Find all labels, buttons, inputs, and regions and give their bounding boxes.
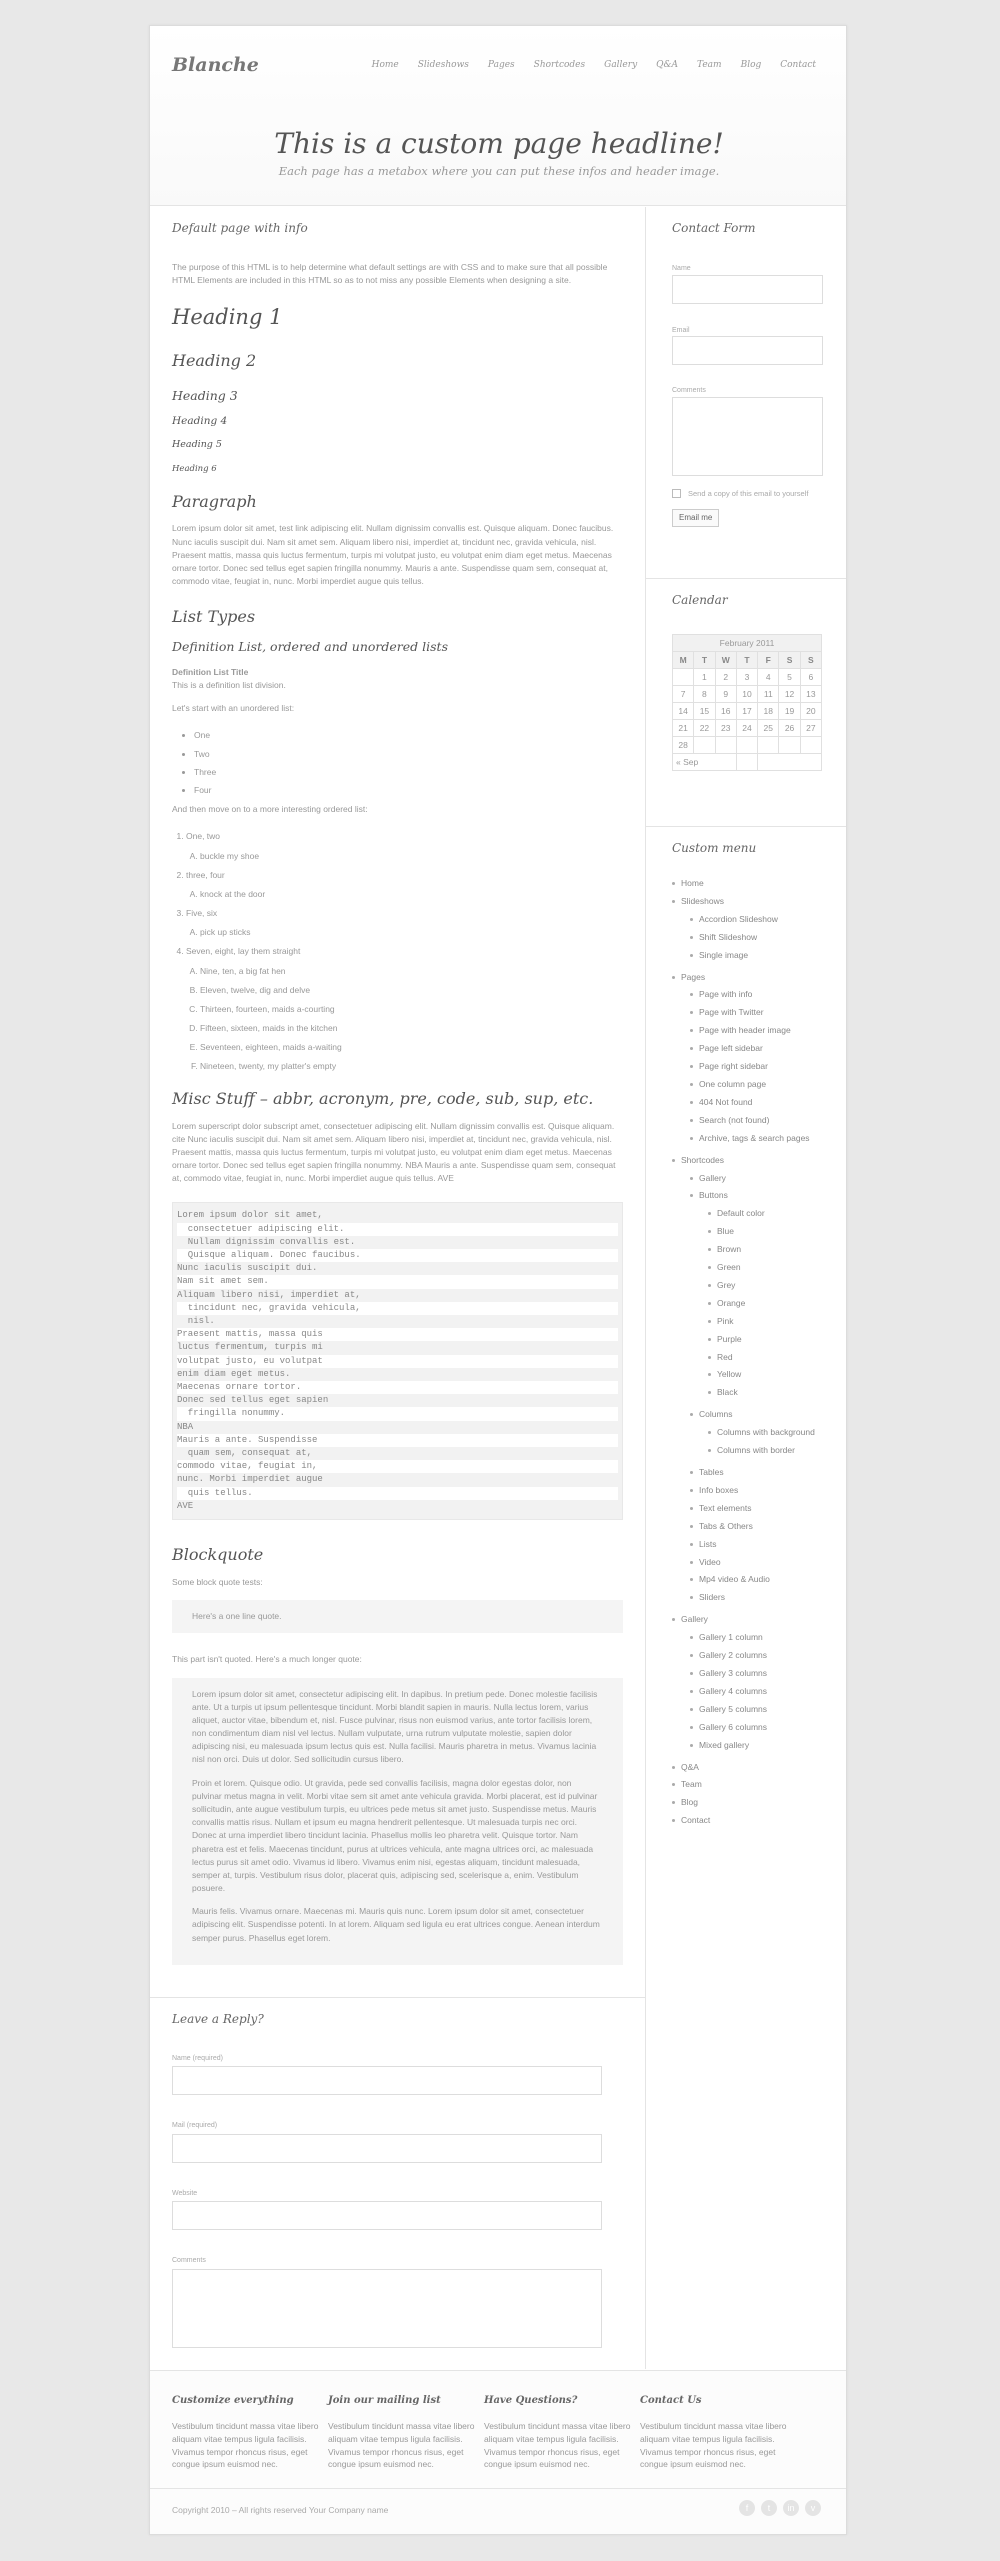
ordered-item	[186, 945, 623, 1073]
menu-item-label[interactable]: Pink	[717, 1315, 734, 1326]
mail-input[interactable]	[172, 2134, 602, 2163]
calendar-day[interactable]: 17	[736, 703, 757, 720]
website-input[interactable]	[172, 2201, 602, 2230]
pre-line: quis tellus.	[177, 1487, 618, 1500]
list-item: • Three	[194, 766, 623, 779]
calendar-day[interactable]: 16	[715, 703, 736, 720]
menu-item[interactable]	[672, 1794, 822, 1812]
list-types-title: List Types	[172, 607, 256, 627]
contact-email-label: Email	[672, 326, 690, 334]
calendar-day[interactable]: 15	[694, 703, 715, 720]
menu-item[interactable]	[690, 1022, 822, 1040]
name-label: Name (required)	[172, 2054, 223, 2062]
calendar-day[interactable]: 14	[673, 703, 694, 720]
copyright: Copyright 2010 – All rights reserved Your Company name	[172, 2505, 389, 2515]
menu-item[interactable]	[708, 1384, 822, 1402]
pre-line: enim diam eget metus.	[177, 1368, 291, 1379]
calendar-day[interactable]: 6	[800, 669, 821, 686]
bq-intro: Some block quote tests:	[172, 1577, 263, 1588]
menu-item[interactable]	[690, 1518, 822, 1536]
calendar-day-header: T	[736, 652, 757, 669]
ordered-subitem: E. Seventeen, eighteen, maids a-waiting	[200, 1041, 623, 1054]
blockquote-paragraph: Lorem ipsum dolor sit amet, consectetur adipiscing elit. In dapibus. In pretium pede. Donec molestie facilisis ante. Ut a turpis ut ipsum pellentesque tincidunt. Morbi blandit sapien in mauris. Nulla lectus lorem, varius aliquet, auctor vitae, bibendum et, nisl. Fusce pulvinar, risus non euismod varius, ante tortor facilisis lorem, non condimentum diam nisl vel lectus. Nullam vulputate, urna rutrum vulputate molestie, sapien dolor adipiscing nisi, eu malesuada ipsum lectus quis est. Nulla facilisi. Mauris pharetra in metus. Vivamus lacinia nisl non orci. Duis ut dolor. Sed sollicitudin cursus libero.	[192, 1688, 598, 1765]
pre-line: volutpat justo, eu volutpat	[177, 1355, 618, 1368]
menu-item-label[interactable]: Accordion Slideshow	[699, 913, 778, 924]
heading-3: Heading 3	[172, 387, 238, 403]
menu-item-label[interactable]: Gallery 4 columns	[699, 1685, 768, 1696]
menu-item[interactable]	[672, 893, 822, 965]
menu-item-label[interactable]: Gallery 5 columns	[699, 1703, 768, 1714]
pre-line: Praesent mattis, massa quis	[177, 1328, 618, 1341]
menu-item-label[interactable]: Gallery	[681, 1614, 708, 1625]
menu-item-label[interactable]: Page with Twitter	[699, 1007, 764, 1018]
menu-item-label[interactable]: Buttons	[699, 1190, 728, 1201]
menu-item[interactable]	[672, 875, 822, 893]
footer	[150, 2370, 847, 2535]
list-item: • One	[194, 729, 623, 742]
misc-text: Lorem superscript dolor subscript amet, consectetuer adipiscing elit. Nullam dignissim convallis est. Quisque aliquam. cite Nunc iaculis suscipit dui. Nam sit amet sem. Aliquam libero nisi, imperdiet at, tincidunt nec, gravida vehicula, nisl. Praesent mattis, massa quis luctus fermentum, turpis mi volutpat justo, eu volutpat enim diam eget metus. Maecenas ornare tortor. Donec sed tellus eget sapien fringilla nonummy. NBA Mauris a ante. Suspendisse quam sem, consequat at, commodo vitae, feugiat in, nunc. Morbi imperdiet augue quis tellus. AVE	[172, 1120, 616, 1184]
menu-item-label[interactable]: Columns with border	[717, 1445, 795, 1456]
calendar-day-header: T	[694, 652, 715, 669]
pre-line: fringilla nonummy.	[177, 1407, 618, 1420]
calendar-day[interactable]: 19	[779, 703, 800, 720]
comments-textarea[interactable]	[172, 2269, 602, 2348]
nav-item-pages[interactable]: Pages	[487, 60, 515, 70]
menu-item-label[interactable]: Gallery	[699, 1172, 726, 1183]
menu-item-label[interactable]: Single image	[699, 949, 749, 960]
menu-item-label[interactable]: Shift Slideshow	[699, 931, 758, 942]
footer-column	[328, 2393, 478, 2471]
menu-title: Custom menu	[672, 841, 757, 855]
custom-menu-widget	[646, 827, 847, 1842]
calendar-day[interactable]: 25	[758, 720, 779, 737]
contact-comments-label: Comments	[672, 387, 706, 394]
calendar-day[interactable]: 1	[694, 669, 715, 686]
menu-item[interactable]	[708, 1349, 822, 1367]
menu-item-label[interactable]: Page right sidebar	[699, 1061, 768, 1072]
menu-item[interactable]	[672, 1812, 822, 1830]
menu-item-label[interactable]: Columns with background	[717, 1427, 815, 1438]
ol-intro: And then move on to a more interesting ordered list:	[172, 804, 368, 815]
contact-name-input[interactable]	[672, 275, 823, 304]
reply-title: Leave a Reply?	[172, 2011, 264, 2026]
pre-line: commodo vitae, feugiat in,	[177, 1460, 618, 1473]
calendar-day[interactable]: 4	[758, 669, 779, 686]
menu-item-label[interactable]: Video	[699, 1556, 721, 1567]
logo[interactable]: Blanche	[172, 54, 259, 76]
ordered-item	[186, 907, 623, 939]
footer-column-title: Have Questions?	[484, 2395, 578, 2406]
menu-item[interactable]	[672, 1152, 822, 1608]
ordered-subitem: A. knock at the door	[200, 888, 623, 901]
comments-label: Comments	[172, 2257, 206, 2265]
ordered-subitem: B. Eleven, twelve, dig and delve	[200, 984, 623, 997]
menu-item[interactable]	[690, 1737, 822, 1755]
email-me-button[interactable]: Email me	[672, 509, 719, 527]
footer-column	[172, 2393, 322, 2471]
menu-item[interactable]	[708, 1366, 822, 1384]
contact-email-input[interactable]	[672, 336, 823, 365]
list-item: • Two	[194, 748, 623, 761]
pre-line: Aliquam libero nisi, imperdiet at,	[177, 1289, 361, 1300]
calendar-day	[758, 737, 779, 754]
footer-column-title: Contact Us	[640, 2395, 702, 2406]
pre-line: consectetuer adipiscing elit.	[177, 1223, 618, 1236]
calendar-day[interactable]: 10	[736, 686, 757, 703]
menu-item[interactable]	[690, 1701, 822, 1719]
page-headline: This is a custom page headline!	[274, 127, 724, 160]
pre-line: AVE	[177, 1500, 194, 1511]
misc-title: Misc Stuff – abbr, acronym, pre, code, sub, sup, etc.	[172, 1088, 594, 1108]
calendar-day	[800, 737, 821, 754]
menu-item-label[interactable]: Black	[717, 1387, 738, 1398]
ordered-subitem: A. pick up sticks	[200, 926, 623, 939]
copy-label: Send a copy of this email to yourself	[688, 488, 809, 498]
calendar-day	[779, 737, 800, 754]
menu-item[interactable]	[690, 1076, 822, 1094]
menu-item[interactable]	[690, 1683, 822, 1701]
website-label: Website	[172, 2189, 198, 2197]
social-icon[interactable]: in	[783, 2500, 799, 2516]
custom-menu	[672, 875, 822, 1830]
menu-item[interactable]	[690, 947, 822, 965]
pre-line: luctus fermentum, turpis mi	[177, 1342, 323, 1353]
pre-line: Nam sit amet sem.	[177, 1275, 618, 1288]
pre-line: Nunc iaculis suscipit dui.	[177, 1263, 318, 1274]
menu-item-label[interactable]: Yellow	[717, 1369, 742, 1380]
menu-item[interactable]	[690, 1170, 822, 1188]
menu-item-label[interactable]: Tables	[699, 1467, 724, 1477]
pre-line: Lorem ipsum dolor sit amet,	[177, 1210, 323, 1221]
ordered-item	[186, 830, 623, 862]
calendar-day-header: F	[758, 652, 779, 669]
pre-line: nisl.	[177, 1316, 215, 1327]
pre-line: Mauris a ante. Suspendisse	[177, 1434, 618, 1447]
nav-item-qa[interactable]: Q&A	[656, 60, 679, 70]
menu-item[interactable]	[708, 1277, 822, 1295]
calendar-day[interactable]: 7	[673, 686, 694, 703]
nav-item-contact[interactable]: Contact	[780, 60, 816, 70]
menu-item-label[interactable]: Team	[681, 1779, 702, 1790]
calendar-day[interactable]: 3	[736, 669, 757, 686]
footer-column-text: Vestibulum tincidunt massa vitae libero aliquam vitae tempus ligula facilisis. Vivamus tempor rhoncus risus, eget congue ipsum euismod nec.	[172, 2421, 319, 2470]
ordered-list	[186, 830, 623, 1073]
nav-item-blog[interactable]: Blog	[740, 60, 762, 70]
social-icon[interactable]: f	[739, 2500, 755, 2516]
menu-item-label[interactable]: Columns	[699, 1409, 733, 1420]
ordered-subitem: A. buckle my shoe	[200, 850, 623, 863]
nav-item-home[interactable]: Home	[371, 60, 399, 70]
list-item: • Four	[194, 784, 623, 797]
pre-line: NBA	[177, 1421, 194, 1432]
calendar-day[interactable]: 27	[800, 720, 821, 737]
menu-item[interactable]	[690, 1629, 822, 1647]
calendar-day[interactable]: 18	[758, 703, 779, 720]
menu-item-label[interactable]: Gallery 6 columns	[699, 1721, 768, 1732]
menu-item[interactable]	[690, 1130, 822, 1148]
menu-item-label[interactable]: Mixed gallery	[699, 1739, 750, 1750]
contact-title: Contact Form	[672, 221, 756, 235]
menu-item-label[interactable]: Gallery 1 column	[699, 1632, 763, 1643]
menu-item[interactable]	[690, 1112, 822, 1130]
menu-item-label[interactable]: One column page	[699, 1078, 767, 1089]
social-icon[interactable]: t	[761, 2500, 777, 2516]
footer-column-title: Customize everything	[172, 2395, 294, 2406]
blockquote-long	[172, 1678, 623, 1965]
menu-item[interactable]	[690, 1406, 822, 1460]
calendar-prev-link[interactable]: « Sep	[673, 754, 737, 771]
blockquote-paragraph: Mauris felis. Vivamus ornare. Maecenas mi. Mauris quis nunc. Lorem ipsum dolor sit amet, consectetuer adipiscing elit. Suspendisse potenti. In at lorem. Aliquam sed ligula eu erat ultrices congue. Aenean interdum semper purus. Phasellus eget lorem.	[192, 1906, 600, 1943]
menu-item[interactable]	[690, 1094, 822, 1112]
menu-item[interactable]	[690, 1536, 822, 1554]
menu-item[interactable]	[708, 1241, 822, 1259]
menu-item[interactable]	[690, 1004, 822, 1022]
main-content	[150, 207, 645, 2401]
menu-item[interactable]	[690, 1665, 822, 1683]
calendar-caption: February 2011	[673, 635, 822, 652]
intro-text: The purpose of this HTML is to help determine what default settings are with CSS and to make sure that all possible HTML Elements are included in this HTML so as to not miss any possible Elements when designing a site.	[172, 262, 608, 286]
blockquote-paragraph: Proin et lorem. Quisque odio. Ut gravida, pede sed convallis facilisis, magna dolor egestas dolor, non pulvinar metus magna in velit. Morbi vitae sem sit amet ante vehicula gravida. Morbi placerat, est id pulvinar sollicitudin, ante augue vestibulum turpis, eu ultrices pede metus sit amet justo. Suspendisse metus. Mauris convallis mattis risus. Nullam et ipsum eu magna hendrerit pellentesque. Ut malesuada turpis nec orci. Donec at urna imperdiet libero tincidunt lacinia. Phasellus mollis leo pharetra velit. Quisque tortor. Nam pharetra est et felis. Maecenas tincidunt, purus at ultrices vehicula, ante magna ultrices orci, ac malesuada lectus purus sit amet odio. Vivamus id libero. Vivamus enim nisi, egestas aliquam, tincidunt malesuada, semper at, turpis. Vestibulum risus dolor, placerat quis, adipiscing sed, scelerisque a, enim. Vestibulum posuere.	[192, 1777, 598, 1894]
copy-checkbox[interactable]	[672, 489, 681, 498]
main-nav	[353, 59, 816, 73]
menu-item-label[interactable]: Archive, tags & search pages	[699, 1132, 810, 1143]
calendar-day[interactable]: 21	[673, 720, 694, 737]
menu-item-label[interactable]: Q&A	[681, 1761, 699, 1772]
calendar-day[interactable]: 23	[715, 720, 736, 737]
calendar-table	[672, 634, 822, 771]
menu-item[interactable]	[690, 1554, 822, 1572]
menu-item[interactable]	[690, 986, 822, 1004]
menu-item[interactable]	[708, 1313, 822, 1331]
menu-item-label[interactable]: Purple	[717, 1333, 742, 1344]
calendar-day[interactable]: 20	[800, 703, 821, 720]
footer-column	[640, 2393, 790, 2471]
calendar-day[interactable]: 22	[694, 720, 715, 737]
page-container	[149, 25, 847, 2535]
heading-4: Heading 4	[172, 414, 228, 427]
footer-column-text: Vestibulum tincidunt massa vitae libero aliquam vitae tempus ligula facilisis. Vivamus tempor rhoncus risus, eget congue ipsum euismod nec.	[640, 2421, 787, 2470]
ordered-subitem: F. Nineteen, twenty, my platter's empty	[200, 1060, 623, 1073]
menu-item-label[interactable]: Shortcodes	[681, 1154, 724, 1165]
pre-block	[172, 1202, 623, 1520]
ordered-subitem: D. Fifteen, sixteen, maids in the kitchen	[200, 1022, 623, 1035]
menu-item[interactable]	[690, 1464, 822, 1482]
menu-item[interactable]	[672, 969, 822, 1148]
menu-item-label[interactable]: Brown	[717, 1244, 742, 1255]
menu-item[interactable]	[708, 1295, 822, 1313]
pre-line: tincidunt nec, gravida vehicula,	[177, 1302, 618, 1315]
reply-section	[150, 1997, 645, 2402]
menu-item[interactable]	[690, 911, 822, 929]
footer-column-text: Vestibulum tincidunt massa vitae libero aliquam vitae tempus ligula facilisis. Vivamus tempor rhoncus risus, eget congue ipsum euismod nec.	[328, 2421, 475, 2470]
pre-line: quam sem, consequat at,	[177, 1448, 313, 1459]
calendar-day[interactable]: 28	[673, 737, 694, 754]
page-subline: Each page has a metabox where you can put these infos and header image.	[278, 164, 720, 178]
menu-item-label[interactable]: Page left sidebar	[699, 1043, 763, 1054]
nav-item-team[interactable]: Team	[697, 60, 722, 70]
calendar-widget	[646, 579, 847, 827]
menu-item[interactable]	[672, 1776, 822, 1794]
pre-line: Donec sed tellus eget sapien	[177, 1395, 329, 1406]
menu-item-label[interactable]: 404 Not found	[699, 1096, 753, 1107]
menu-item-label[interactable]: Tabs & Others	[699, 1520, 753, 1531]
menu-item-label[interactable]: Grey	[717, 1279, 736, 1290]
menu-item-label[interactable]: Blog	[681, 1797, 699, 1808]
calendar-day[interactable]: 9	[715, 686, 736, 703]
pre-line: nunc. Morbi imperdiet augue	[177, 1474, 323, 1485]
unordered-list	[194, 729, 623, 797]
heading-2: Heading 2	[172, 350, 257, 370]
calendar-day-header: M	[673, 652, 694, 669]
menu-item-label[interactable]: Red	[717, 1351, 733, 1362]
content-title: Default page with info	[172, 221, 308, 235]
menu-item[interactable]	[690, 1040, 822, 1058]
ordered-item-label: three, four	[186, 869, 225, 880]
menu-item[interactable]	[690, 1589, 822, 1607]
calendar-day-header: W	[715, 652, 736, 669]
menu-item-label[interactable]: Page with header image	[699, 1025, 791, 1036]
ordered-item-label: One, two	[186, 831, 221, 842]
menu-item[interactable]	[690, 1571, 822, 1589]
nav-item-shortcodes[interactable]: Shortcodes	[533, 60, 586, 70]
menu-item-label[interactable]: Sliders	[699, 1592, 725, 1603]
menu-item[interactable]	[708, 1223, 822, 1241]
social-icon[interactable]: v	[805, 2500, 821, 2516]
calendar-day	[694, 737, 715, 754]
menu-item-label[interactable]: Slideshows	[681, 895, 724, 906]
name-input[interactable]	[172, 2066, 602, 2095]
calendar-title: Calendar	[672, 593, 728, 607]
menu-item[interactable]	[690, 1719, 822, 1737]
pre-line: Nullam dignissim convallis est.	[177, 1236, 356, 1247]
ordered-subitem: C. Thirteen, fourteen, maids a-courting	[200, 1003, 623, 1016]
footer-column-text: Vestibulum tincidunt massa vitae libero aliquam vitae tempus ligula facilisis. Vivamus tempor rhoncus risus, eget congue ipsum euismod nec.	[484, 2421, 631, 2470]
calendar-day[interactable]: 11	[758, 686, 779, 703]
calendar-day[interactable]: 13	[800, 686, 821, 703]
menu-item-label[interactable]: Gallery 2 columns	[699, 1650, 768, 1661]
menu-item-label[interactable]: Blue	[717, 1226, 735, 1237]
menu-item-label[interactable]: Gallery 3 columns	[699, 1667, 768, 1678]
menu-item-label[interactable]: Orange	[717, 1297, 746, 1308]
mail-label: Mail (required)	[172, 2122, 218, 2130]
ul-intro: Let's start with an unordered list:	[172, 703, 295, 714]
ordered-item-label: Seven, eight, lay them straight	[186, 946, 301, 957]
calendar-day-header: S	[779, 652, 800, 669]
header	[150, 26, 847, 206]
heading-6: Heading 6	[172, 463, 217, 474]
menu-item-label[interactable]: Pages	[681, 971, 706, 982]
calendar-day[interactable]: 2	[715, 669, 736, 686]
menu-item[interactable]	[690, 1500, 822, 1518]
menu-item-label[interactable]: Mp4 video & Audio	[699, 1574, 770, 1585]
nav-item-slideshows[interactable]: Slideshows	[417, 60, 469, 70]
menu-item[interactable]	[708, 1259, 822, 1277]
menu-item[interactable]	[690, 1058, 822, 1076]
ordered-item	[186, 869, 623, 901]
contact-form-widget	[646, 207, 847, 579]
dd: This is a definition list division.	[172, 680, 286, 691]
menu-item-label[interactable]: Text elements	[699, 1502, 752, 1513]
menu-item-label[interactable]: Info boxes	[699, 1484, 739, 1495]
footer-column-title: Join our mailing list	[328, 2395, 441, 2406]
ordered-item-label: Five, six	[186, 908, 218, 919]
paragraph-title: Paragraph	[172, 492, 257, 512]
menu-item-label[interactable]: Default color	[717, 1208, 765, 1219]
calendar-day	[673, 669, 694, 686]
menu-item[interactable]	[708, 1331, 822, 1349]
nav-item-gallery[interactable]: Gallery	[604, 60, 638, 70]
calendar-day[interactable]: 24	[736, 720, 757, 737]
copy-row	[672, 488, 822, 499]
pre-line: Quisque aliquam. Donec faucibus.	[177, 1249, 618, 1262]
blockquote-title: Blockquote	[172, 1545, 264, 1565]
menu-item[interactable]	[690, 1187, 822, 1402]
menu-item-label[interactable]: Contact	[681, 1815, 711, 1826]
menu-item[interactable]	[672, 1759, 822, 1777]
menu-item[interactable]	[690, 1647, 822, 1665]
ordered-subitem: A. Nine, ten, a big fat hen	[200, 965, 623, 978]
paragraph-text: Lorem ipsum dolor sit amet, test link adipiscing elit. Nullam dignissim convallis est. Quisque aliquam. Donec faucibus. Nunc iaculis suscipit dui. Nam sit amet sem. Aliquam libero nisi, imperdiet at, tincidunt nec, gravida vehicula, nisl. Praesent mattis, massa quis luctus fermentum, turpis mi volutpat justo, eu volutpat enim diam eget metus. Maecenas ornare tortor. Donec sed tellus eget sapien fringilla nonummy. Mauris a ante. Suspendisse quam sem, consequat at, commodo vitae, feugiat in, nunc. Morbi imperdiet augue quis tellus.	[172, 523, 614, 587]
menu-item-label[interactable]: Search (not found)	[699, 1114, 770, 1125]
menu-item-label[interactable]: Home	[681, 878, 704, 888]
menu-item[interactable]	[672, 1611, 822, 1754]
heading-1: Heading 1	[172, 305, 283, 330]
footer-column	[484, 2393, 634, 2471]
contact-comments-textarea[interactable]	[672, 397, 823, 476]
bq-mid: This part isn't quoted. Here's a much longer quote:	[172, 1654, 362, 1665]
heading-5: Heading 5	[172, 439, 222, 451]
menu-item[interactable]	[690, 1482, 822, 1500]
blockquote-short: Here's a one line quote.	[172, 1600, 623, 1633]
menu-item-label[interactable]: Green	[717, 1262, 741, 1273]
dt: Definition List Title	[172, 666, 249, 677]
menu-item-label[interactable]: Page with info	[699, 989, 753, 1000]
calendar-day-header: S	[800, 652, 821, 669]
menu-item[interactable]	[690, 929, 822, 947]
calendar-day[interactable]: 26	[779, 720, 800, 737]
calendar-day[interactable]: 12	[779, 686, 800, 703]
contact-name-label: Name	[672, 265, 691, 272]
pre-line: Maecenas ornare tortor.	[177, 1381, 618, 1394]
calendar-day	[715, 737, 736, 754]
sidebar	[645, 207, 847, 2369]
menu-item[interactable]	[708, 1205, 822, 1223]
def-list-title: Definition List, ordered and unordered lists	[172, 639, 448, 655]
calendar-day	[736, 737, 757, 754]
menu-item-label[interactable]: Lists	[699, 1538, 717, 1549]
menu-item[interactable]	[708, 1442, 822, 1460]
menu-item[interactable]	[708, 1424, 822, 1442]
calendar-day[interactable]: 8	[694, 686, 715, 703]
calendar-day[interactable]: 5	[779, 669, 800, 686]
